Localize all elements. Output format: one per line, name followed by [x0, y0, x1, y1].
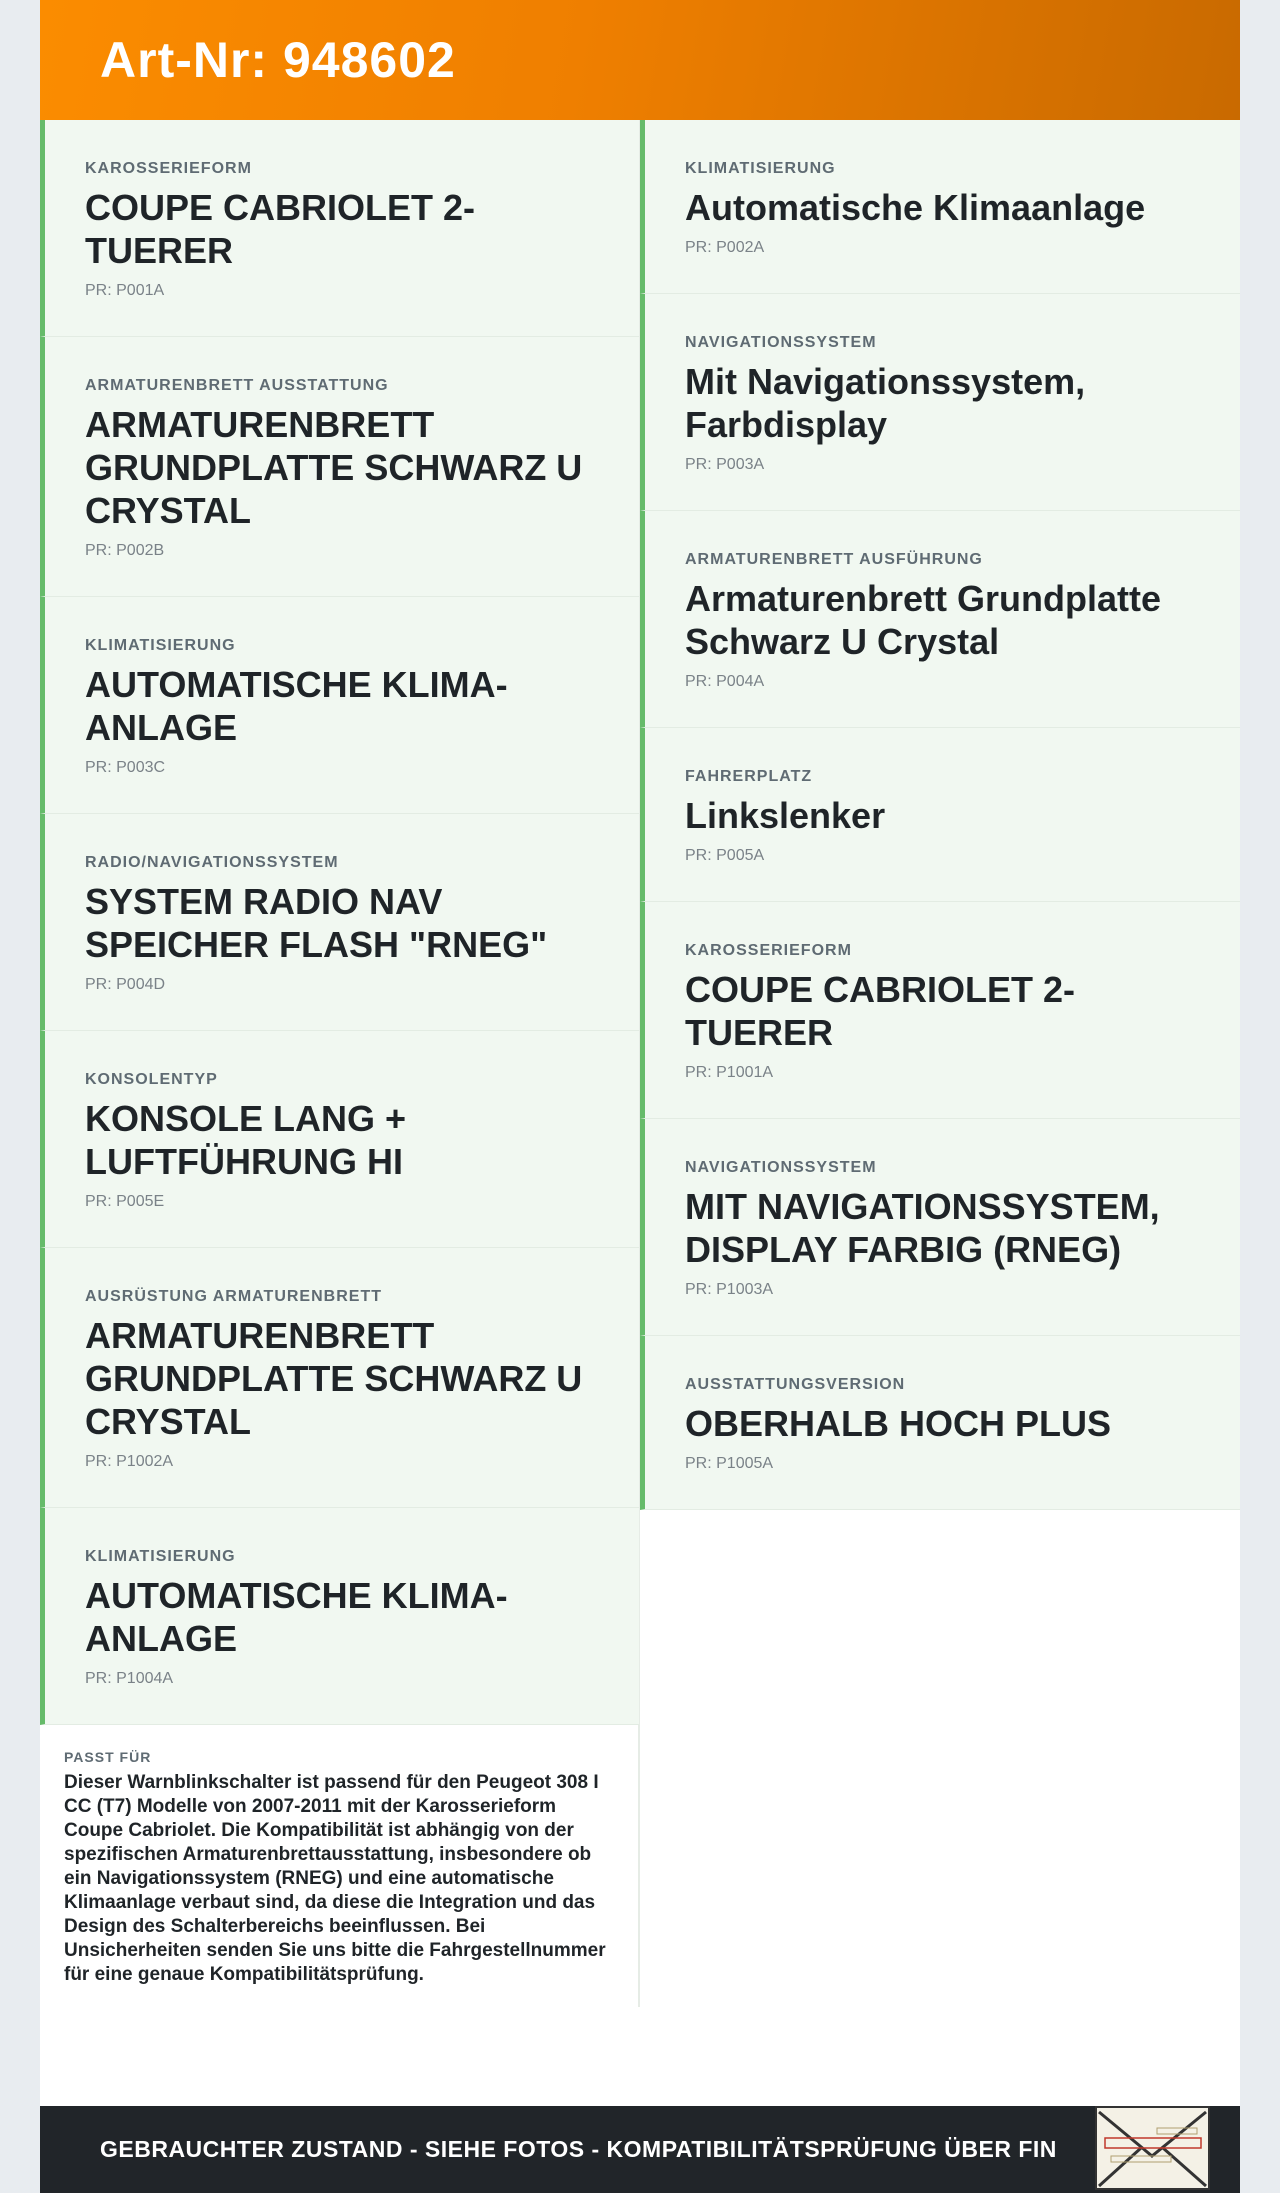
spec-label: ARMATURENBRETT AUSFÜHRUNG [685, 551, 983, 568]
spec-code: PR: P005E [85, 1193, 165, 1210]
spec-value: COUPE CABRIOLET 2-TUERER [685, 969, 1076, 1053]
envelope-stamp-icon [1095, 2106, 1210, 2190]
left-column [40, 120, 640, 2007]
right-spec-card [640, 120, 1240, 294]
left-spec-card [40, 597, 639, 814]
spec-value: SYSTEM RADIO NAV SPEICHER FLASH "RNEG" [85, 881, 548, 965]
spec-code: PR: P1005A [685, 1455, 774, 1472]
spec-label: KAROSSERIEFORM [685, 942, 852, 959]
right-column [640, 120, 1240, 1510]
spec-code: PR: P003A [685, 456, 765, 473]
spec-code: PR: P004D [85, 976, 166, 993]
spec-label: FAHRERPLATZ [685, 768, 813, 785]
left-spec-card [40, 337, 639, 597]
spec-label: KLIMATISIERUNG [85, 637, 236, 654]
spec-code: PR: P1004A [85, 1670, 174, 1687]
left-spec-card [40, 814, 639, 1031]
specs-grid [40, 120, 1240, 2007]
product-sheet [40, 0, 1240, 2193]
spec-value: ARMATURENBRETT GRUNDPLATTE SCHWARZ U CRYSTAL [85, 1315, 583, 1442]
spec-label: NAVIGATIONSSYSTEM [685, 1159, 877, 1176]
spec-value: Linkslenker [685, 795, 886, 836]
spec-value: KONSOLE LANG + LUFTFÜHRUNG HI [85, 1098, 407, 1182]
spec-value: AUTOMATISCHE KLIMA-ANLAGE [85, 664, 508, 748]
spec-value: Armaturenbrett Grundplatte Schwarz U Crystal [685, 578, 1162, 662]
page-title: Art-Nr: 948602 [100, 32, 456, 88]
left-spec-card [40, 1248, 639, 1508]
left-spec-card [40, 1031, 639, 1248]
spec-value: MIT NAVIGATIONSSYSTEM, DISPLAY FARBIG (RNEG) [685, 1186, 1160, 1270]
right-spec-card [640, 511, 1240, 728]
spec-label: ARMATURENBRETT AUSSTATTUNG [85, 377, 389, 394]
compatibility-section [40, 1725, 639, 2007]
right-spec-card [640, 1119, 1240, 1336]
spec-code: PR: P001A [85, 282, 165, 299]
spec-label: RADIO/NAVIGATIONSSYSTEM [85, 854, 339, 871]
spec-label: KAROSSERIEFORM [85, 160, 252, 177]
spec-value: AUTOMATISCHE KLIMA-ANLAGE [85, 1575, 508, 1659]
left-spec-card [40, 1508, 639, 1725]
spec-value: COUPE CABRIOLET 2-TUERER [85, 187, 476, 271]
spec-label: KONSOLENTYP [85, 1071, 218, 1088]
spec-code: PR: P003C [85, 759, 166, 776]
right-spec-card [640, 728, 1240, 902]
footer-text: GEBRAUCHTER ZUSTAND - SIEHE FOTOS - KOMPATIBILITÄTSPRÜFUNG ÜBER FIN [100, 2136, 1057, 2162]
spec-label: AUSRÜSTUNG ARMATURENBRETT [85, 1288, 382, 1305]
spec-value: Mit Navigationssystem, Farbdisplay [685, 361, 1086, 445]
right-spec-card [640, 902, 1240, 1119]
spec-code: PR: P004A [685, 673, 765, 690]
compatibility-label: PASST FÜR [64, 1749, 152, 1765]
spec-value: ARMATURENBRETT GRUNDPLATTE SCHWARZ U CRYSTAL [85, 404, 583, 531]
spec-code: PR: P002A [685, 239, 765, 256]
spec-code: PR: P1002A [85, 1453, 174, 1470]
compatibility-text: Dieser Warnblinkschalter ist passend für den Peugeot 308 I CC (T7) Modelle von 2007-2011 mit der Karosserieform Coupe Cabriolet. Die Kompatibilität ist abhängig von der spezifischen Armaturenbrettausstattung, insbesondere ob ein Navigationssystem (RNEG) und eine automatische Klimaanlage verbaut sind, da diese die Integration und das Design des Schalterbereichs beeinflussen. Bei Unsicherheiten senden Sie uns bitte die Fahrgestellnummer für eine genaue Kompatibilitätsprüfung. [64, 1772, 606, 1985]
spec-label: AUSSTATTUNGSVERSION [685, 1376, 906, 1393]
spec-code: PR: P005A [685, 847, 765, 864]
spec-value: OBERHALB HOCH PLUS [685, 1403, 1112, 1444]
spec-label: NAVIGATIONSSYSTEM [685, 334, 877, 351]
spec-label: KLIMATISIERUNG [685, 160, 836, 177]
right-spec-card [640, 294, 1240, 511]
spec-code: PR: P002B [85, 542, 165, 559]
right-spec-card [640, 1336, 1240, 1510]
spec-label: KLIMATISIERUNG [85, 1548, 236, 1565]
left-spec-card [40, 120, 639, 337]
footer-bar [40, 2106, 1240, 2193]
header-bar [40, 0, 1240, 120]
spec-code: PR: P1003A [685, 1281, 774, 1298]
spec-code: PR: P1001A [685, 1064, 774, 1081]
spec-value: Automatische Klimaanlage [685, 187, 1146, 228]
